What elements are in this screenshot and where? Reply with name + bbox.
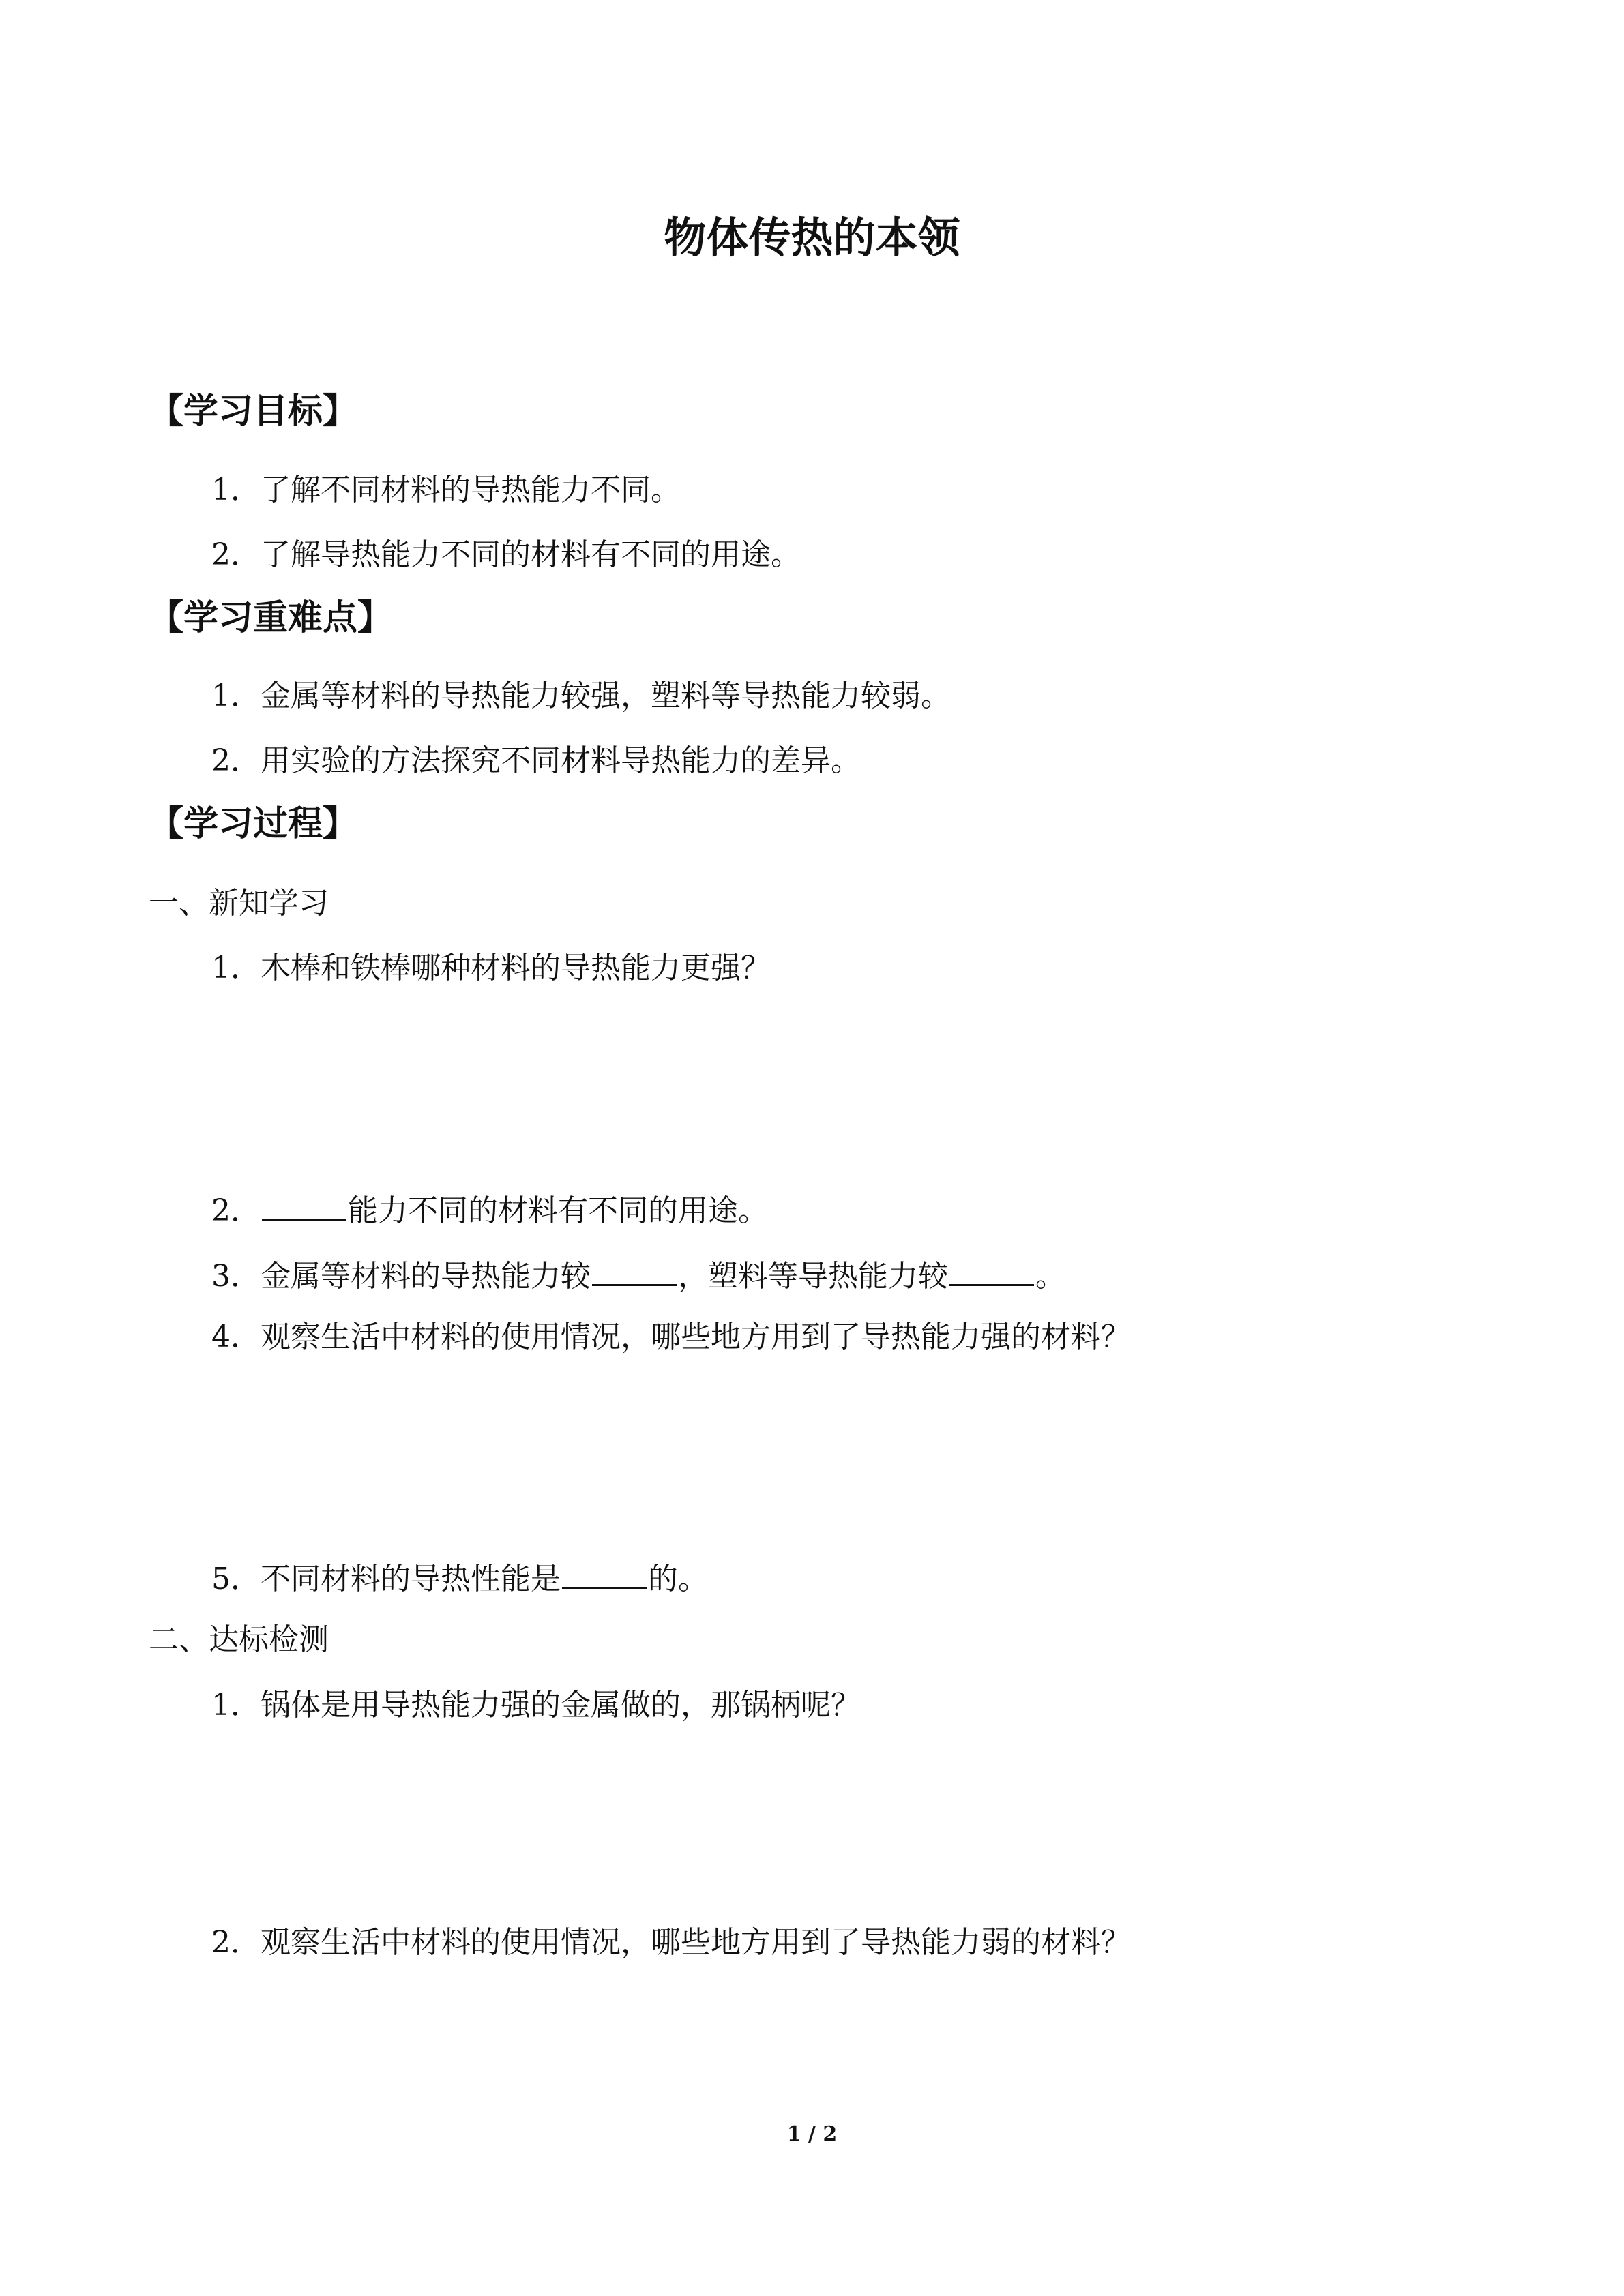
question-text: ，塑料等导热能力较: [678, 1259, 948, 1294]
fill-blank[interactable]: [562, 1560, 647, 1589]
question-1-4: 4．观察生活中材料的使用情况，哪些地方用到了导热能力强的材料？: [211, 1320, 1131, 1354]
question-1-2: [211, 1191, 768, 1226]
question-1-1: 1．木棒和铁棒哪种材料的导热能力更强？: [211, 951, 771, 985]
question-text: 2．: [211, 1193, 261, 1228]
fill-blank[interactable]: [949, 1257, 1034, 1286]
goal-item-1: 1．了解不同材料的导热能力不同。: [211, 473, 681, 507]
question-2-2: 2．观察生活中材料的使用情况，哪些地方用到了导热能力弱的材料？: [211, 1925, 1131, 1960]
page-title: 物体传热的本领: [664, 213, 960, 263]
heading-key-points: 【学习重难点】: [149, 598, 393, 638]
question-text: 3．金属等材料的导热能力较: [211, 1259, 591, 1294]
question-text: 能力不同的材料有不同的用途。: [348, 1193, 768, 1228]
heading-learning-process: 【学习过程】: [149, 804, 358, 844]
key-point-item-1: 1．金属等材料的导热能力较强，塑料等导热能力较弱。: [211, 679, 951, 713]
question-text: 的。: [648, 1562, 708, 1596]
goal-item-2: 2．了解导热能力不同的材料有不同的用途。: [211, 537, 801, 572]
question-2-1: 1．锅体是用导热能力强的金属做的，那锅柄呢？: [211, 1688, 861, 1723]
key-point-item-2: 2．用实验的方法探究不同材料导热能力的差异。: [211, 743, 861, 778]
question-1-5: [211, 1560, 708, 1594]
fill-blank[interactable]: [592, 1257, 677, 1286]
question-text: 5．不同材料的导热性能是: [211, 1562, 561, 1596]
page-number: 1 / 2: [786, 2122, 838, 2146]
fill-blank[interactable]: [262, 1191, 346, 1221]
section-new-knowledge: 一、新知学习: [149, 886, 329, 921]
section-assessment: 二、达标检测: [149, 1622, 329, 1657]
question-1-3: [211, 1257, 1065, 1292]
heading-learning-goals: 【学习目标】: [149, 391, 358, 432]
question-text: 。: [1035, 1259, 1065, 1294]
